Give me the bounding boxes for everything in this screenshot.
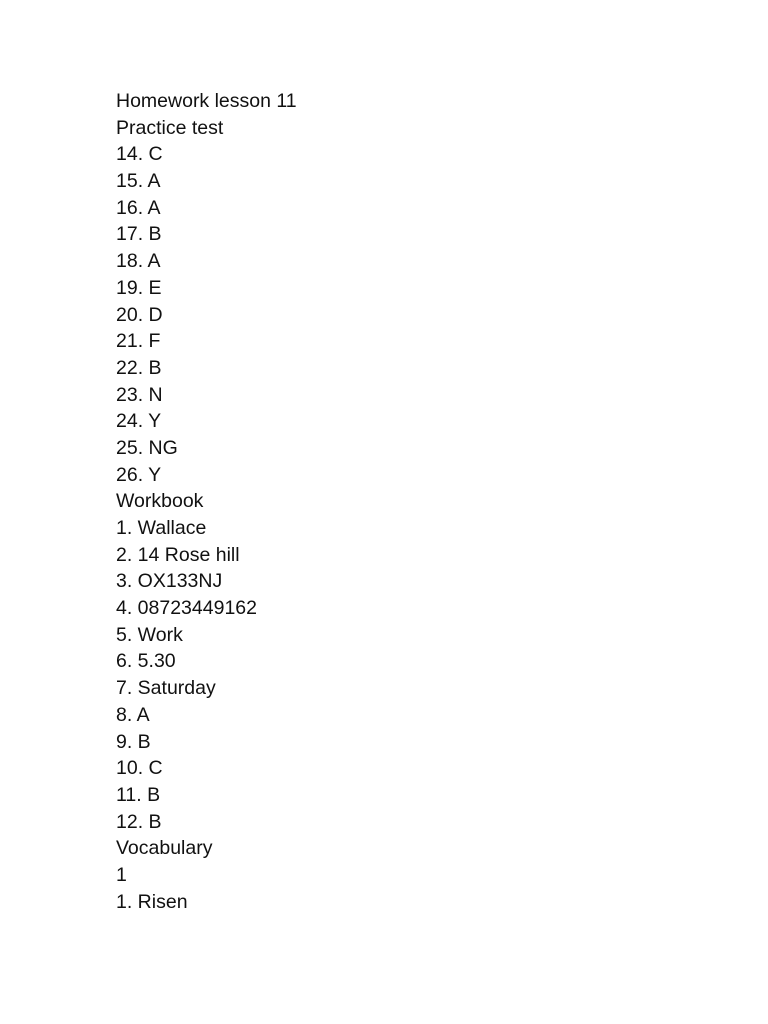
answer-line: 16. A [116, 196, 161, 219]
answer-line: 21. F [116, 330, 161, 353]
answer-line: 25. NG [116, 436, 178, 459]
section-heading-vocabulary: Vocabulary [116, 837, 213, 860]
answer-line: 19. E [116, 276, 162, 299]
answer-line: 2. 14 Rose hill [116, 543, 240, 566]
answer-line: 10. C [116, 757, 163, 780]
answer-line: 3. OX133NJ [116, 570, 223, 593]
answer-line: 15. A [116, 170, 161, 193]
answer-line: 5. Work [116, 623, 183, 646]
answer-line: 4. 08723449162 [116, 597, 257, 620]
answer-line: 1. Risen [116, 890, 188, 913]
answer-line: 7. Saturday [116, 677, 216, 700]
answer-line: 26. Y [116, 463, 162, 486]
document-title: Homework lesson 11 [116, 90, 297, 112]
document-body [116, 88, 297, 915]
answer-line: 8. A [116, 703, 150, 726]
answer-line: 1. Wallace [116, 517, 207, 539]
answer-line: 9. B [116, 730, 151, 753]
answer-line: 22. B [116, 356, 162, 379]
answer-line: 11. B [116, 783, 161, 806]
answer-line: 20. D [116, 303, 163, 326]
answer-line: 17. B [116, 223, 162, 246]
answer-line: 12. B [116, 810, 162, 833]
section-heading-workbook: Workbook [116, 490, 204, 513]
subsection-number: 1 [116, 863, 127, 886]
section-heading-practice-test: Practice test [116, 116, 224, 139]
answer-line: 18. A [116, 250, 161, 273]
answer-line: 6. 5.30 [116, 650, 176, 673]
answer-line: 24. Y [116, 410, 162, 433]
answer-line: 14. C [116, 143, 163, 166]
answer-line: 23. N [116, 383, 163, 406]
